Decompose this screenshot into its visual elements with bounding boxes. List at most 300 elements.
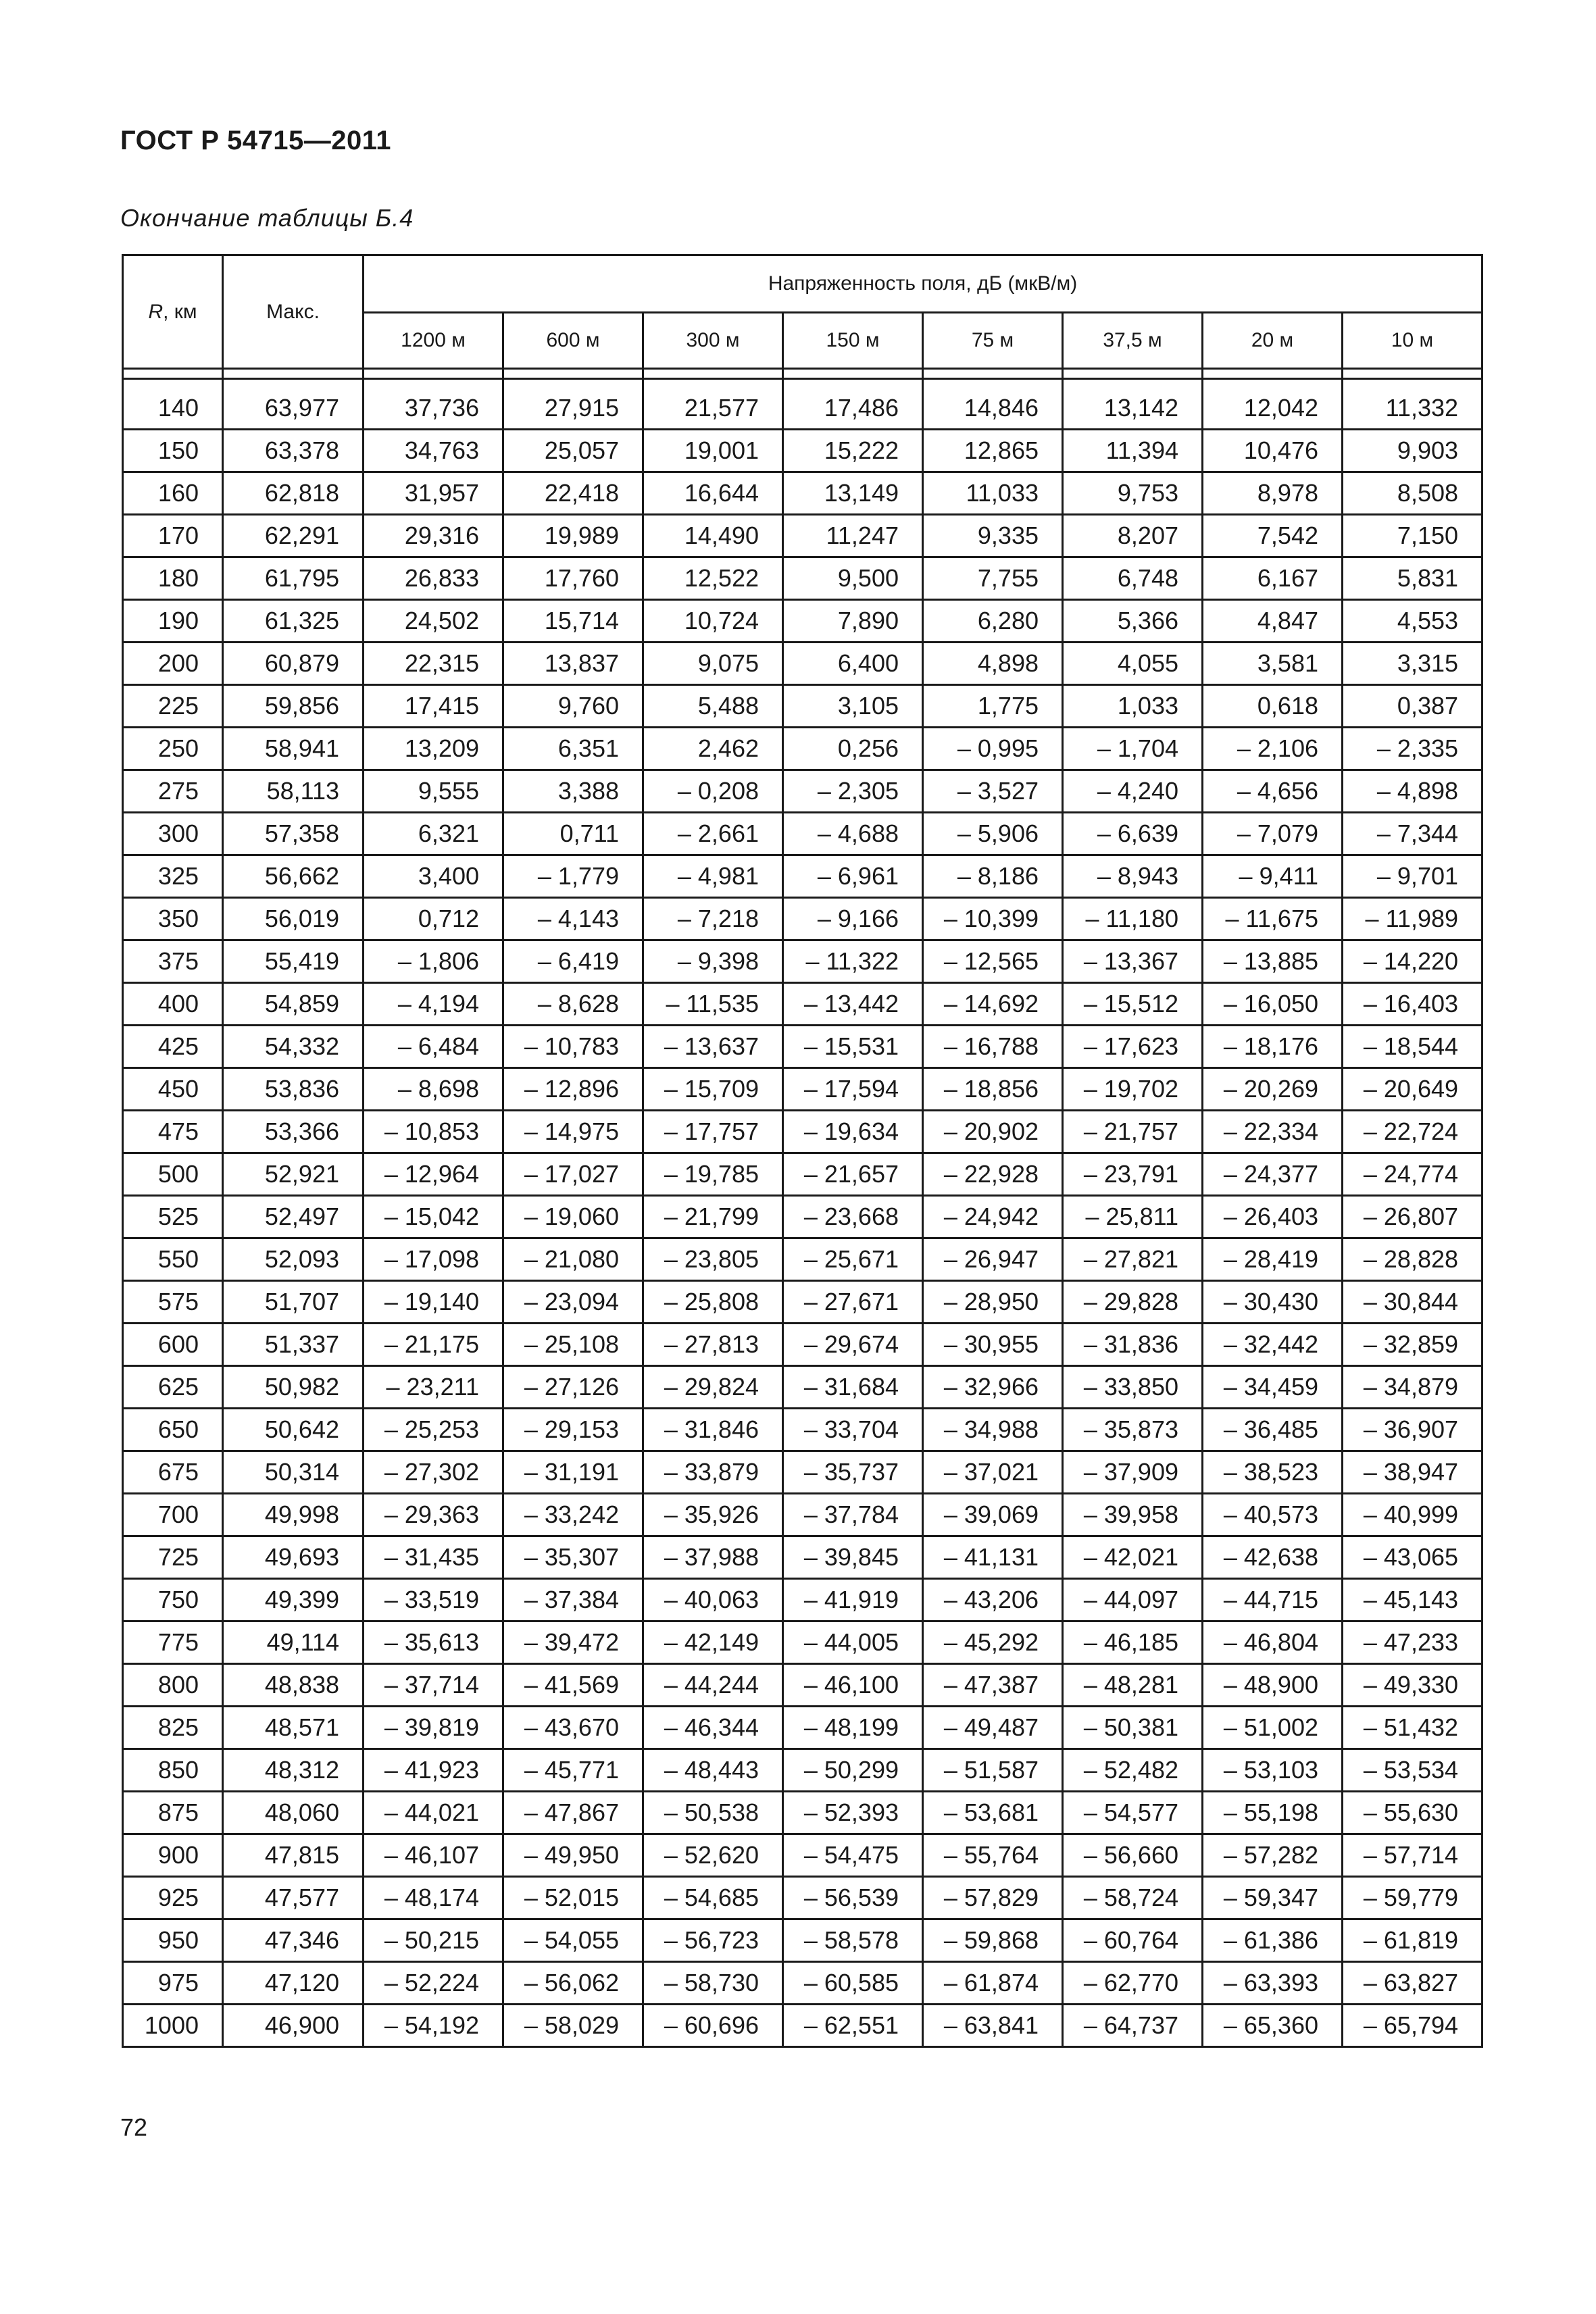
field-strength-cell: – 27,671	[783, 1281, 923, 1324]
field-strength-cell: – 31,836	[1063, 1324, 1203, 1366]
field-strength-cell: – 33,242	[503, 1494, 643, 1536]
distance-cell: 875	[123, 1792, 223, 1834]
field-strength-cell: – 53,103	[1203, 1749, 1343, 1792]
table-row	[123, 557, 1482, 600]
distance-cell: 375	[123, 940, 223, 983]
field-strength-cell: – 4,240	[1063, 770, 1203, 813]
field-strength-cell: 3,388	[503, 770, 643, 813]
field-strength-cell: 15,714	[503, 600, 643, 643]
field-strength-cell: – 47,387	[923, 1664, 1063, 1707]
table-row	[123, 1324, 1482, 1366]
field-strength-cell: – 6,639	[1063, 813, 1203, 855]
field-strength-cell: 0,712	[364, 898, 503, 940]
field-strength-cell: – 48,443	[643, 1749, 783, 1792]
field-strength-cell: – 29,153	[503, 1409, 643, 1451]
header-height-600: 600 м	[503, 313, 643, 369]
field-strength-cell: 13,142	[1063, 379, 1203, 430]
header-spacer-cell	[923, 369, 1063, 379]
header-height-1200: 1200 м	[364, 313, 503, 369]
field-strength-cell: – 16,403	[1343, 983, 1482, 1026]
field-strength-cell: – 11,989	[1343, 898, 1482, 940]
max-value-cell: 47,577	[223, 1877, 364, 1919]
field-strength-cell: – 62,770	[1063, 1962, 1203, 2005]
field-strength-cell: – 6,961	[783, 855, 923, 898]
field-strength-cell: 3,581	[1203, 643, 1343, 685]
table-row	[123, 600, 1482, 643]
field-strength-cell: – 50,381	[1063, 1707, 1203, 1749]
table-row	[123, 1877, 1482, 1919]
field-strength-cell: – 47,867	[503, 1792, 643, 1834]
field-strength-cell: 0,387	[1343, 685, 1482, 728]
field-strength-cell: – 19,785	[643, 1153, 783, 1196]
field-strength-cell: – 59,347	[1203, 1877, 1343, 1919]
distance-cell: 300	[123, 813, 223, 855]
field-strength-cell: – 33,850	[1063, 1366, 1203, 1409]
document-title: ГОСТ Р 54715—2011	[120, 126, 391, 155]
field-strength-cell: – 65,794	[1343, 2005, 1482, 2047]
max-value-cell: 48,571	[223, 1707, 364, 1749]
field-strength-cell: – 38,947	[1343, 1451, 1482, 1494]
max-value-cell: 60,879	[223, 643, 364, 685]
field-strength-cell: – 46,804	[1203, 1621, 1343, 1664]
field-strength-cell: – 64,737	[1063, 2005, 1203, 2047]
field-strength-cell: 4,553	[1343, 600, 1482, 643]
header-spacer-row	[123, 369, 1482, 379]
field-strength-cell: – 30,955	[923, 1324, 1063, 1366]
field-strength-cell: – 44,005	[783, 1621, 923, 1664]
field-strength-cell: – 20,649	[1343, 1068, 1482, 1111]
field-strength-cell: – 41,569	[503, 1664, 643, 1707]
field-strength-cell: – 57,829	[923, 1877, 1063, 1919]
field-strength-cell: – 8,698	[364, 1068, 503, 1111]
field-strength-cell: – 58,724	[1063, 1877, 1203, 1919]
field-strength-cell: 6,400	[783, 643, 923, 685]
field-strength-cell: – 58,730	[643, 1962, 783, 2005]
field-strength-cell: – 27,813	[643, 1324, 783, 1366]
field-strength-cell: – 12,565	[923, 940, 1063, 983]
field-strength-cell: – 25,811	[1063, 1196, 1203, 1238]
field-strength-cell: – 61,386	[1203, 1919, 1343, 1962]
field-strength-cell: – 56,539	[783, 1877, 923, 1919]
table-row	[123, 2005, 1482, 2047]
field-strength-cell: – 44,715	[1203, 1579, 1343, 1621]
max-value-cell: 48,838	[223, 1664, 364, 1707]
distance-cell: 625	[123, 1366, 223, 1409]
field-strength-cell: – 22,928	[923, 1153, 1063, 1196]
field-strength-cell: 7,890	[783, 600, 923, 643]
max-value-cell: 49,399	[223, 1579, 364, 1621]
max-value-cell: 49,693	[223, 1536, 364, 1579]
field-strength-cell: – 31,846	[643, 1409, 783, 1451]
field-strength-cell: – 55,630	[1343, 1792, 1482, 1834]
field-strength-cell: 12,865	[923, 430, 1063, 472]
field-strength-cell: – 18,856	[923, 1068, 1063, 1111]
distance-cell: 350	[123, 898, 223, 940]
table-row	[123, 1919, 1482, 1962]
field-strength-cell: 11,394	[1063, 430, 1203, 472]
field-strength-cell: – 14,975	[503, 1111, 643, 1153]
distance-cell: 725	[123, 1536, 223, 1579]
distance-cell: 675	[123, 1451, 223, 1494]
field-strength-cell: – 61,819	[1343, 1919, 1482, 1962]
field-strength-cell: – 24,774	[1343, 1153, 1482, 1196]
field-strength-cell: – 24,377	[1203, 1153, 1343, 1196]
field-strength-cell: – 11,322	[783, 940, 923, 983]
field-strength-cell: – 7,344	[1343, 813, 1482, 855]
table-row	[123, 1749, 1482, 1792]
field-strength-cell: 15,222	[783, 430, 923, 472]
table-row	[123, 1579, 1482, 1621]
field-strength-cell: 0,618	[1203, 685, 1343, 728]
field-strength-cell: – 1,806	[364, 940, 503, 983]
table-row	[123, 1707, 1482, 1749]
field-strength-cell: – 5,906	[923, 813, 1063, 855]
distance-cell: 575	[123, 1281, 223, 1324]
header-height-37-5: 37,5 м	[1063, 313, 1203, 369]
field-strength-cell: – 19,140	[364, 1281, 503, 1324]
field-strength-cell: – 4,656	[1203, 770, 1343, 813]
max-value-cell: 63,378	[223, 430, 364, 472]
field-strength-cell: – 54,685	[643, 1877, 783, 1919]
field-strength-cell: 31,957	[364, 472, 503, 515]
field-strength-table	[122, 254, 1483, 2048]
field-strength-cell: – 56,062	[503, 1962, 643, 2005]
field-strength-cell: – 46,185	[1063, 1621, 1203, 1664]
table-row	[123, 1621, 1482, 1664]
field-strength-cell: 22,315	[364, 643, 503, 685]
field-strength-cell: 19,001	[643, 430, 783, 472]
field-strength-cell: – 45,771	[503, 1749, 643, 1792]
field-strength-cell: – 49,950	[503, 1834, 643, 1877]
field-strength-cell: – 54,475	[783, 1834, 923, 1877]
field-strength-cell: – 1,704	[1063, 728, 1203, 770]
distance-cell: 275	[123, 770, 223, 813]
field-strength-cell: – 57,714	[1343, 1834, 1482, 1877]
max-value-cell: 57,358	[223, 813, 364, 855]
field-strength-cell: 14,846	[923, 379, 1063, 430]
header-height-10: 10 м	[1343, 313, 1482, 369]
distance-cell: 600	[123, 1324, 223, 1366]
field-strength-cell: – 20,902	[923, 1111, 1063, 1153]
field-strength-cell: – 44,244	[643, 1664, 783, 1707]
field-strength-cell: – 27,126	[503, 1366, 643, 1409]
field-strength-cell: 8,508	[1343, 472, 1482, 515]
field-strength-cell: 17,486	[783, 379, 923, 430]
max-value-cell: 59,856	[223, 685, 364, 728]
field-strength-cell: – 4,898	[1343, 770, 1482, 813]
distance-cell: 550	[123, 1238, 223, 1281]
field-strength-cell: – 18,544	[1343, 1026, 1482, 1068]
field-strength-cell: – 6,484	[364, 1026, 503, 1068]
field-strength-cell: – 0,995	[923, 728, 1063, 770]
field-strength-cell: – 65,360	[1203, 2005, 1343, 2047]
table-row	[123, 643, 1482, 685]
distance-cell: 180	[123, 557, 223, 600]
table-row	[123, 685, 1482, 728]
field-strength-cell: – 39,958	[1063, 1494, 1203, 1536]
max-value-cell: 52,921	[223, 1153, 364, 1196]
header-spacer-cell	[503, 369, 643, 379]
field-strength-cell: – 32,442	[1203, 1324, 1343, 1366]
field-strength-cell: – 15,531	[783, 1026, 923, 1068]
field-strength-cell: – 51,432	[1343, 1707, 1482, 1749]
field-strength-cell: – 2,661	[643, 813, 783, 855]
field-strength-cell: 22,418	[503, 472, 643, 515]
field-strength-cell: – 46,107	[364, 1834, 503, 1877]
header-spacer-cell	[1343, 369, 1482, 379]
field-strength-cell: – 26,947	[923, 1238, 1063, 1281]
field-strength-cell: 21,577	[643, 379, 783, 430]
field-strength-cell: – 38,523	[1203, 1451, 1343, 1494]
field-strength-cell: – 26,403	[1203, 1196, 1343, 1238]
field-strength-cell: – 27,821	[1063, 1238, 1203, 1281]
field-strength-cell: – 17,098	[364, 1238, 503, 1281]
field-strength-cell: – 53,681	[923, 1792, 1063, 1834]
field-strength-cell: – 62,551	[783, 2005, 923, 2047]
table-row	[123, 430, 1482, 472]
field-strength-cell: – 40,999	[1343, 1494, 1482, 1536]
field-strength-cell: – 29,363	[364, 1494, 503, 1536]
field-strength-cell: 34,763	[364, 430, 503, 472]
field-strength-cell: – 21,799	[643, 1196, 783, 1238]
field-strength-cell: – 39,069	[923, 1494, 1063, 1536]
field-strength-cell: – 7,218	[643, 898, 783, 940]
table-row	[123, 1962, 1482, 2005]
distance-cell: 400	[123, 983, 223, 1026]
field-strength-cell: – 60,696	[643, 2005, 783, 2047]
header-max: Макс.	[223, 255, 364, 369]
field-strength-cell: – 42,149	[643, 1621, 783, 1664]
header-spacer-cell	[1203, 369, 1343, 379]
field-strength-cell: – 9,701	[1343, 855, 1482, 898]
field-strength-cell: – 50,538	[643, 1792, 783, 1834]
field-strength-cell: – 28,828	[1343, 1238, 1482, 1281]
field-strength-cell: 27,915	[503, 379, 643, 430]
field-strength-cell: – 39,472	[503, 1621, 643, 1664]
header-spacer-cell	[123, 369, 223, 379]
header-distance	[123, 255, 223, 369]
field-strength-cell: – 12,964	[364, 1153, 503, 1196]
field-strength-cell: 9,555	[364, 770, 503, 813]
field-strength-cell: – 25,108	[503, 1324, 643, 1366]
field-strength-cell: 0,256	[783, 728, 923, 770]
field-strength-cell: – 3,527	[923, 770, 1063, 813]
field-strength-cell: – 31,191	[503, 1451, 643, 1494]
field-strength-cell: – 42,021	[1063, 1536, 1203, 1579]
field-strength-cell: – 25,808	[643, 1281, 783, 1324]
field-strength-cell: 3,315	[1343, 643, 1482, 685]
max-value-cell: 47,815	[223, 1834, 364, 1877]
field-strength-cell: – 24,942	[923, 1196, 1063, 1238]
field-strength-cell: – 55,764	[923, 1834, 1063, 1877]
field-strength-cell: – 48,281	[1063, 1664, 1203, 1707]
distance-cell: 450	[123, 1068, 223, 1111]
distance-cell: 170	[123, 515, 223, 557]
field-strength-cell: 11,332	[1343, 379, 1482, 430]
distance-cell: 525	[123, 1196, 223, 1238]
max-value-cell: 61,325	[223, 600, 364, 643]
field-strength-cell: – 59,779	[1343, 1877, 1482, 1919]
field-strength-cell: – 36,485	[1203, 1409, 1343, 1451]
field-strength-cell: – 30,430	[1203, 1281, 1343, 1324]
field-strength-cell: 26,833	[364, 557, 503, 600]
field-strength-cell: – 39,819	[364, 1707, 503, 1749]
field-strength-cell: – 33,519	[364, 1579, 503, 1621]
field-strength-cell: – 48,174	[364, 1877, 503, 1919]
field-strength-cell: 29,316	[364, 515, 503, 557]
max-value-cell: 49,998	[223, 1494, 364, 1536]
max-value-cell: 49,114	[223, 1621, 364, 1664]
field-strength-cell: – 60,764	[1063, 1919, 1203, 1962]
field-strength-cell: – 22,334	[1203, 1111, 1343, 1153]
field-strength-cell: – 63,393	[1203, 1962, 1343, 2005]
distance-cell: 475	[123, 1111, 223, 1153]
field-strength-cell: – 23,668	[783, 1196, 923, 1238]
table-row	[123, 515, 1482, 557]
field-strength-cell: – 63,841	[923, 2005, 1063, 2047]
field-strength-cell: – 17,594	[783, 1068, 923, 1111]
field-strength-cell: – 54,577	[1063, 1792, 1203, 1834]
max-value-cell: 62,818	[223, 472, 364, 515]
field-strength-cell: – 32,966	[923, 1366, 1063, 1409]
field-strength-cell: 13,149	[783, 472, 923, 515]
max-value-cell: 48,312	[223, 1749, 364, 1792]
field-strength-cell: – 16,050	[1203, 983, 1343, 1026]
max-value-cell: 46,900	[223, 2005, 364, 2047]
field-strength-cell: – 48,900	[1203, 1664, 1343, 1707]
table-row	[123, 983, 1482, 1026]
max-value-cell: 58,113	[223, 770, 364, 813]
max-value-cell: 54,332	[223, 1026, 364, 1068]
max-value-cell: 63,977	[223, 379, 364, 430]
distance-cell: 750	[123, 1579, 223, 1621]
field-strength-cell: – 17,757	[643, 1111, 783, 1153]
field-strength-cell: – 14,692	[923, 983, 1063, 1026]
field-strength-cell: 1,775	[923, 685, 1063, 728]
field-strength-cell: – 23,791	[1063, 1153, 1203, 1196]
field-strength-cell: – 4,981	[643, 855, 783, 898]
field-strength-cell: – 10,783	[503, 1026, 643, 1068]
field-strength-cell: 19,989	[503, 515, 643, 557]
field-strength-cell: – 54,192	[364, 2005, 503, 2047]
table-row	[123, 728, 1482, 770]
field-strength-cell: – 37,909	[1063, 1451, 1203, 1494]
field-strength-cell: – 13,637	[643, 1026, 783, 1068]
table-row	[123, 1834, 1482, 1877]
table-row	[123, 1494, 1482, 1536]
field-strength-cell: – 23,211	[364, 1366, 503, 1409]
max-value-cell: 50,982	[223, 1366, 364, 1409]
field-strength-cell: 6,351	[503, 728, 643, 770]
table-row	[123, 1281, 1482, 1324]
field-strength-cell: 14,490	[643, 515, 783, 557]
table-row	[123, 813, 1482, 855]
table-row	[123, 1451, 1482, 1494]
field-strength-cell: – 11,535	[643, 983, 783, 1026]
field-strength-cell: – 20,269	[1203, 1068, 1343, 1111]
field-strength-cell: – 39,845	[783, 1536, 923, 1579]
field-strength-cell: – 35,873	[1063, 1409, 1203, 1451]
field-strength-cell: – 42,638	[1203, 1536, 1343, 1579]
max-value-cell: 55,419	[223, 940, 364, 983]
distance-cell: 850	[123, 1749, 223, 1792]
field-strength-cell: 5,831	[1343, 557, 1482, 600]
field-strength-cell: – 45,292	[923, 1621, 1063, 1664]
table-row	[123, 1068, 1482, 1111]
field-strength-cell: – 9,411	[1203, 855, 1343, 898]
max-value-cell: 51,337	[223, 1324, 364, 1366]
max-value-cell: 52,497	[223, 1196, 364, 1238]
distance-cell: 325	[123, 855, 223, 898]
field-strength-cell: – 23,094	[503, 1281, 643, 1324]
field-strength-cell: – 23,805	[643, 1238, 783, 1281]
table-row	[123, 855, 1482, 898]
header-distance-unit: , км	[163, 300, 197, 323]
field-strength-cell: – 53,534	[1343, 1749, 1482, 1792]
header-distance-symbol: R	[148, 300, 164, 323]
field-strength-cell: – 35,307	[503, 1536, 643, 1579]
field-strength-cell: – 36,907	[1343, 1409, 1482, 1451]
field-strength-cell: – 19,702	[1063, 1068, 1203, 1111]
field-strength-cell: – 27,302	[364, 1451, 503, 1494]
max-value-cell: 52,093	[223, 1238, 364, 1281]
max-value-cell: 56,019	[223, 898, 364, 940]
field-strength-cell: – 32,859	[1343, 1324, 1482, 1366]
max-value-cell: 56,662	[223, 855, 364, 898]
field-strength-cell: – 51,587	[923, 1749, 1063, 1792]
field-strength-cell: – 44,097	[1063, 1579, 1203, 1621]
header-height-300: 300 м	[643, 313, 783, 369]
table-row	[123, 940, 1482, 983]
field-strength-cell: – 21,175	[364, 1324, 503, 1366]
field-strength-cell: – 52,393	[783, 1792, 923, 1834]
header-height-150: 150 м	[783, 313, 923, 369]
table-row	[123, 1664, 1482, 1707]
max-value-cell: 54,859	[223, 983, 364, 1026]
field-strength-cell: 4,898	[923, 643, 1063, 685]
field-strength-cell: – 10,399	[923, 898, 1063, 940]
field-strength-cell: – 4,143	[503, 898, 643, 940]
field-strength-cell: – 47,233	[1343, 1621, 1482, 1664]
distance-cell: 1000	[123, 2005, 223, 2047]
field-strength-cell: 7,755	[923, 557, 1063, 600]
field-strength-cell: 25,057	[503, 430, 643, 472]
field-strength-cell: – 51,002	[1203, 1707, 1343, 1749]
field-strength-cell: 9,075	[643, 643, 783, 685]
distance-cell: 900	[123, 1834, 223, 1877]
field-strength-cell: – 8,186	[923, 855, 1063, 898]
header-height-20: 20 м	[1203, 313, 1343, 369]
max-value-cell: 62,291	[223, 515, 364, 557]
field-strength-cell: – 43,065	[1343, 1536, 1482, 1579]
field-strength-cell: – 2,335	[1343, 728, 1482, 770]
field-strength-cell: – 9,166	[783, 898, 923, 940]
field-strength-cell: 37,736	[364, 379, 503, 430]
distance-cell: 950	[123, 1919, 223, 1962]
distance-cell: 425	[123, 1026, 223, 1068]
field-strength-cell: – 2,106	[1203, 728, 1343, 770]
field-strength-cell: 3,400	[364, 855, 503, 898]
field-strength-cell: – 2,305	[783, 770, 923, 813]
field-strength-cell: – 4,194	[364, 983, 503, 1026]
max-value-cell: 47,120	[223, 1962, 364, 2005]
field-strength-cell: – 17,027	[503, 1153, 643, 1196]
field-strength-cell: – 46,100	[783, 1664, 923, 1707]
field-strength-cell: – 21,757	[1063, 1111, 1203, 1153]
header-spacer-cell	[783, 369, 923, 379]
field-strength-cell: 5,488	[643, 685, 783, 728]
field-strength-cell: – 26,807	[1343, 1196, 1482, 1238]
